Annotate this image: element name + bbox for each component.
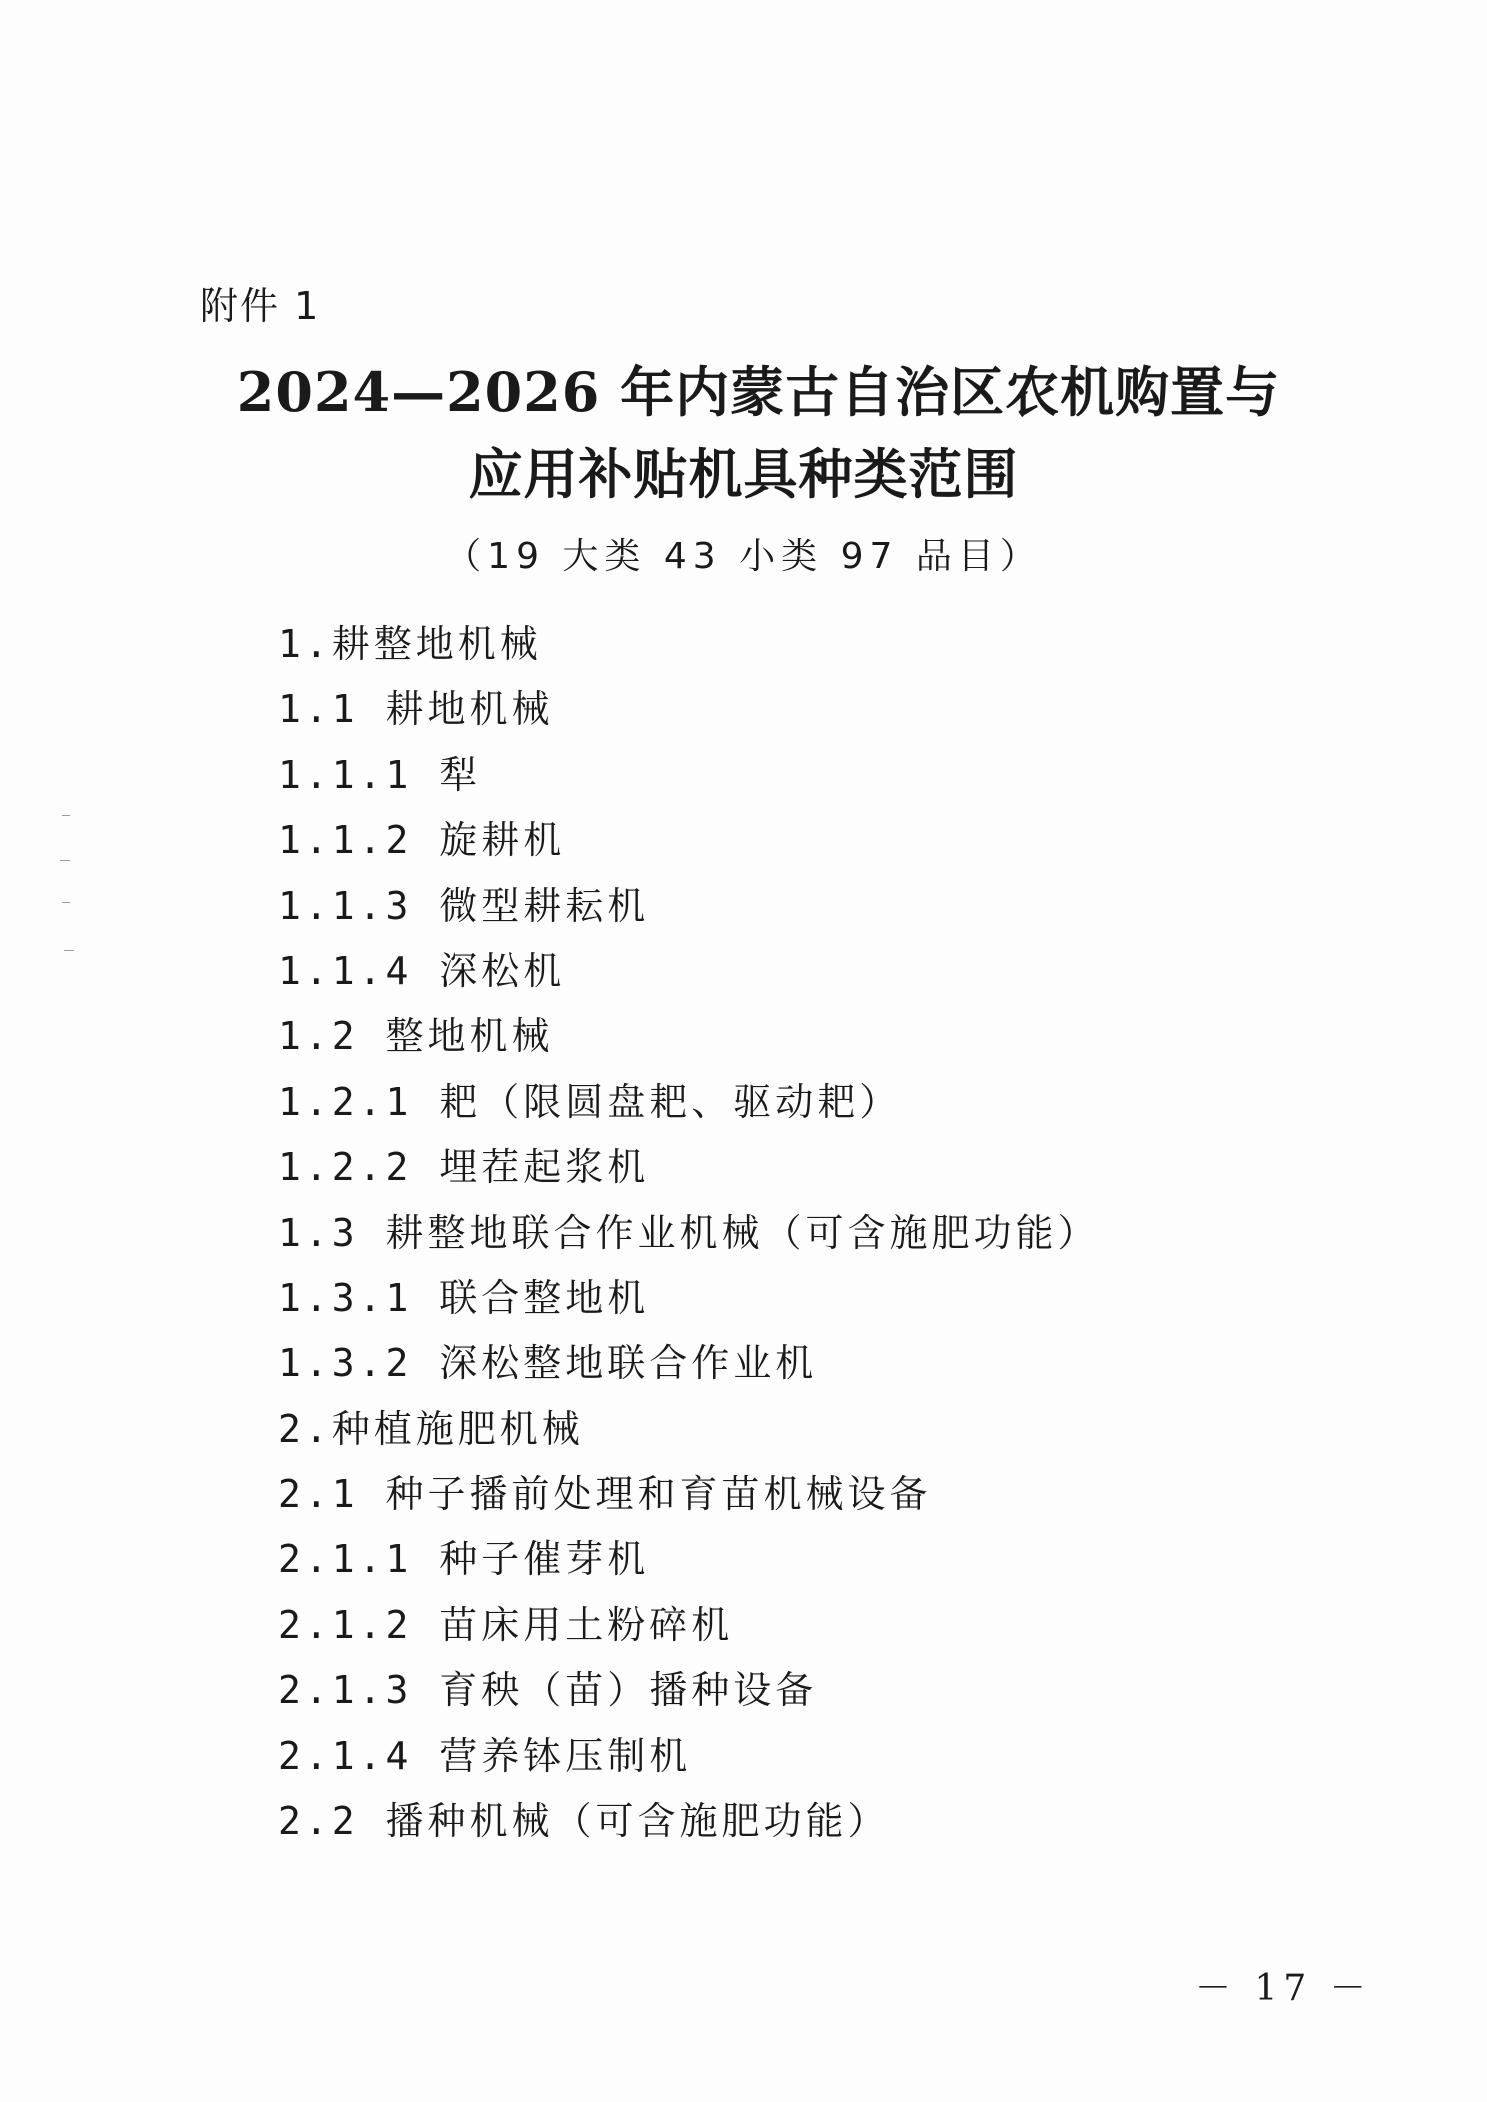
list-item: 2.1 种子播前处理和育苗机械设备 <box>278 1472 932 1517</box>
list-item: 2.种植施肥机械 <box>278 1406 584 1451</box>
scan-speck <box>62 902 70 903</box>
list-item: 1.1.4 深松机 <box>278 948 566 993</box>
scan-speck <box>62 815 70 816</box>
list-item: 1.3.1 联合整地机 <box>278 1275 650 1320</box>
list-item: 1.耕整地机械 <box>278 622 542 666</box>
list-item: 1.3 耕整地联合作业机械（可含施肥功能） <box>278 1210 1100 1255</box>
document-title-line-1: 2024—2026 年内蒙古自治区农机购置与 <box>236 360 1281 424</box>
list-item: 1.3.2 深松整地联合作业机 <box>278 1341 818 1386</box>
list-item: 1.2 整地机械 <box>278 1014 554 1059</box>
scan-speck <box>60 860 70 861</box>
list-item: 1.1.1 犁 <box>278 752 482 797</box>
list-item: 1.1.2 旋耕机 <box>278 818 566 863</box>
list-item: 2.1.4 营养钵压制机 <box>278 1733 692 1778</box>
list-item: 1.2.2 埋茬起浆机 <box>278 1145 650 1190</box>
scan-speck <box>64 950 74 951</box>
list-item: 2.1.3 育秧（苗）播种设备 <box>278 1668 818 1713</box>
machinery-category-list <box>278 612 1100 1854</box>
list-item: 1.2.1 耙（限圆盘耙、驱动耙） <box>278 1079 902 1124</box>
list-item: 1.1.3 微型耕耘机 <box>278 883 650 928</box>
list-item: 2.1.1 种子催芽机 <box>278 1537 650 1582</box>
category-count-subtitle: （19 大类 43 小类 97 品目） <box>445 536 1042 577</box>
list-item: 2.1.2 苗床用土粉碎机 <box>278 1602 734 1647</box>
document-title-line-2: 应用补贴机具种类范围 <box>468 442 1019 506</box>
list-item: 1.1 耕地机械 <box>278 687 554 732</box>
page-number: － 17 － <box>1195 1968 1372 2009</box>
list-item: 2.2 播种机械（可含施肥功能） <box>278 1799 890 1844</box>
attachment-label: 附件 1 <box>200 284 321 328</box>
